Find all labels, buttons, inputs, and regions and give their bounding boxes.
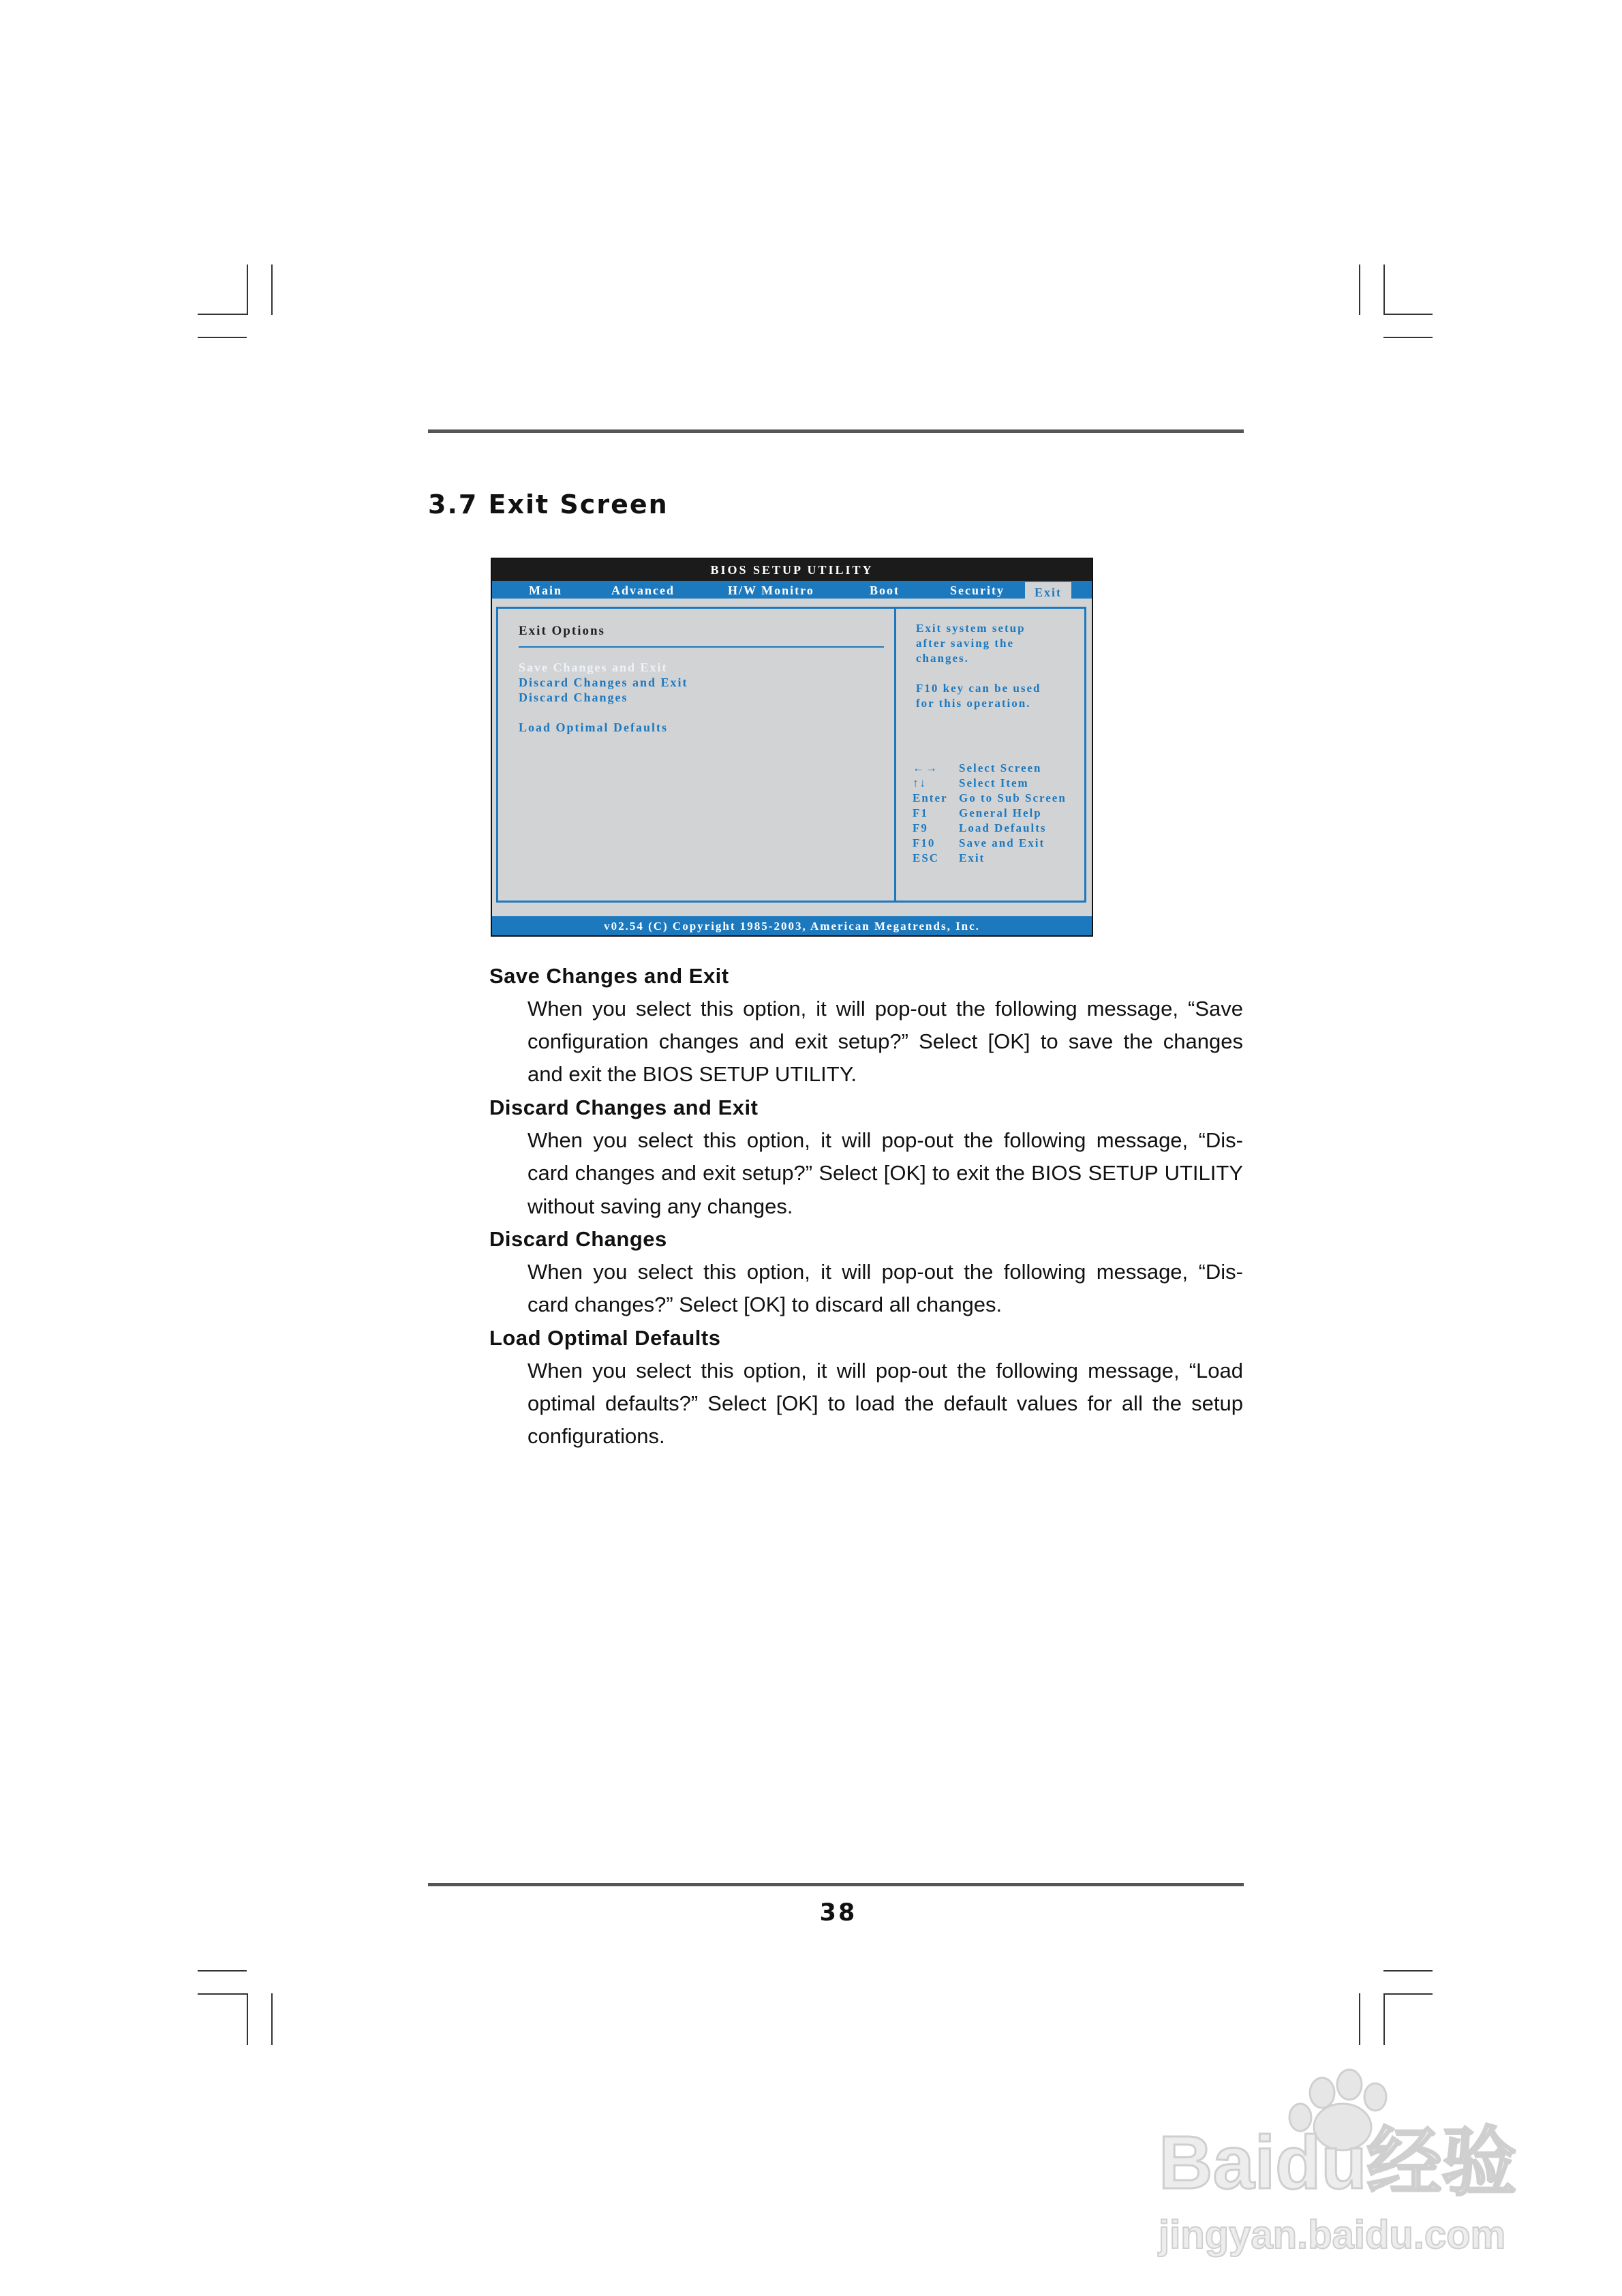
watermark-url: jingyan.baidu.com (1159, 2213, 1506, 2257)
item-heading-save-changes-and-exit: Save Changes and Exit (489, 964, 729, 988)
item-text-line: When you select this option, it will pop-out the following message, “Dis- (527, 1260, 1243, 1284)
key-label: ESC (913, 851, 940, 864)
item-text-line: optimal defaults?” Select [OK] to load the default values for all the setup (527, 1391, 1243, 1415)
bios-title-bar: BIOS SETUP UTILITY (492, 559, 1092, 581)
option-discard-changes-and-exit[interactable]: Discard Changes and Exit (519, 676, 688, 689)
item-heading-discard-changes-and-exit: Discard Changes and Exit (489, 1096, 759, 1119)
help-text: Exit system setup after saving the changes. (916, 622, 1026, 665)
key-description: Select Screen (959, 761, 1042, 774)
crop-mark (1383, 337, 1433, 338)
bios-tab-bar (492, 581, 1092, 599)
item-text-line: card changes and exit setup?” Select [OK] to exit the BIOS SETUP UTILITY (527, 1161, 1243, 1185)
crop-mark (1383, 1970, 1433, 1972)
key-description: Load Defaults (959, 821, 1047, 834)
tab-security[interactable]: Security (950, 584, 1005, 597)
bios-panel (496, 607, 1086, 903)
help-text: F10 key can be used for this operation. (916, 682, 1041, 710)
exit-options-heading: Exit Options (519, 624, 605, 638)
header-rule (428, 429, 1244, 433)
item-text-line: without saving any changes. (527, 1194, 793, 1218)
option-discard-changes[interactable]: Discard Changes (519, 691, 628, 704)
key-label: ↑↓ (913, 776, 927, 789)
tab-main[interactable]: Main (529, 584, 563, 597)
watermark-brand: Baidu经验 (1159, 2121, 1517, 2205)
crop-mark (1383, 1993, 1433, 1995)
crop-mark (247, 1993, 248, 2045)
item-text-line: configurations. (527, 1424, 665, 1448)
key-label: F10 (913, 836, 936, 849)
item-text-line: card changes?” Select [OK] to discard all changes. (527, 1293, 1003, 1316)
item-text-line: and exit the BIOS SETUP UTILITY. (527, 1062, 857, 1086)
key-description: Exit (959, 851, 985, 864)
crop-mark (198, 1970, 247, 1972)
item-heading-discard-changes: Discard Changes (489, 1227, 667, 1251)
tab-boot[interactable]: Boot (870, 584, 900, 597)
panel-divider (894, 609, 896, 901)
crop-mark (247, 265, 248, 315)
crop-mark (1383, 314, 1433, 315)
key-label: Enter (913, 791, 948, 804)
crop-mark (1383, 265, 1385, 315)
tab-hw-monitor[interactable]: H/W Monitro (728, 584, 814, 597)
key-description: Go to Sub Screen (959, 791, 1067, 804)
key-label: F9 (913, 821, 928, 834)
item-text-line: configuration changes and exit setup?” Select [OK] to save the changes (527, 1029, 1243, 1053)
crop-mark (198, 337, 247, 338)
footer-rule (428, 1883, 1244, 1886)
baidu-watermark (1118, 2066, 1554, 2270)
option-save-changes-and-exit[interactable]: Save Changes and Exit (519, 661, 668, 674)
crop-mark (198, 314, 247, 315)
key-description: Select Item (959, 776, 1029, 789)
crop-mark (271, 1993, 273, 2045)
item-text-line: When you select this option, it will pop-out the following message, “Dis- (527, 1128, 1243, 1152)
bios-screenshot (491, 558, 1093, 937)
page-number: 38 (819, 1899, 857, 1927)
item-text-line: When you select this option, it will pop-out the following message, “Save (527, 997, 1243, 1021)
option-load-optimal-defaults[interactable]: Load Optimal Defaults (519, 721, 669, 734)
crop-mark (1383, 1993, 1385, 2045)
bios-footer: v02.54 (C) Copyright 1985-2003, American Megatrends, Inc. (492, 916, 1092, 935)
tab-advanced[interactable]: Advanced (611, 584, 675, 597)
section-title: 3.7 Exit Screen (428, 489, 669, 519)
key-description: General Help (959, 806, 1042, 819)
key-description: Save and Exit (959, 836, 1045, 849)
crop-mark (1359, 265, 1360, 315)
key-label: F1 (913, 806, 928, 819)
item-heading-load-optimal-defaults: Load Optimal Defaults (489, 1326, 721, 1350)
key-label: ←→ (913, 761, 938, 774)
tab-exit[interactable]: Exit (1025, 582, 1071, 601)
crop-mark (198, 1993, 247, 1995)
options-divider (519, 646, 884, 648)
crop-mark (271, 265, 273, 315)
crop-mark (1359, 1993, 1360, 2045)
item-text-line: When you select this option, it will pop-out the following message, “Load (527, 1359, 1243, 1383)
